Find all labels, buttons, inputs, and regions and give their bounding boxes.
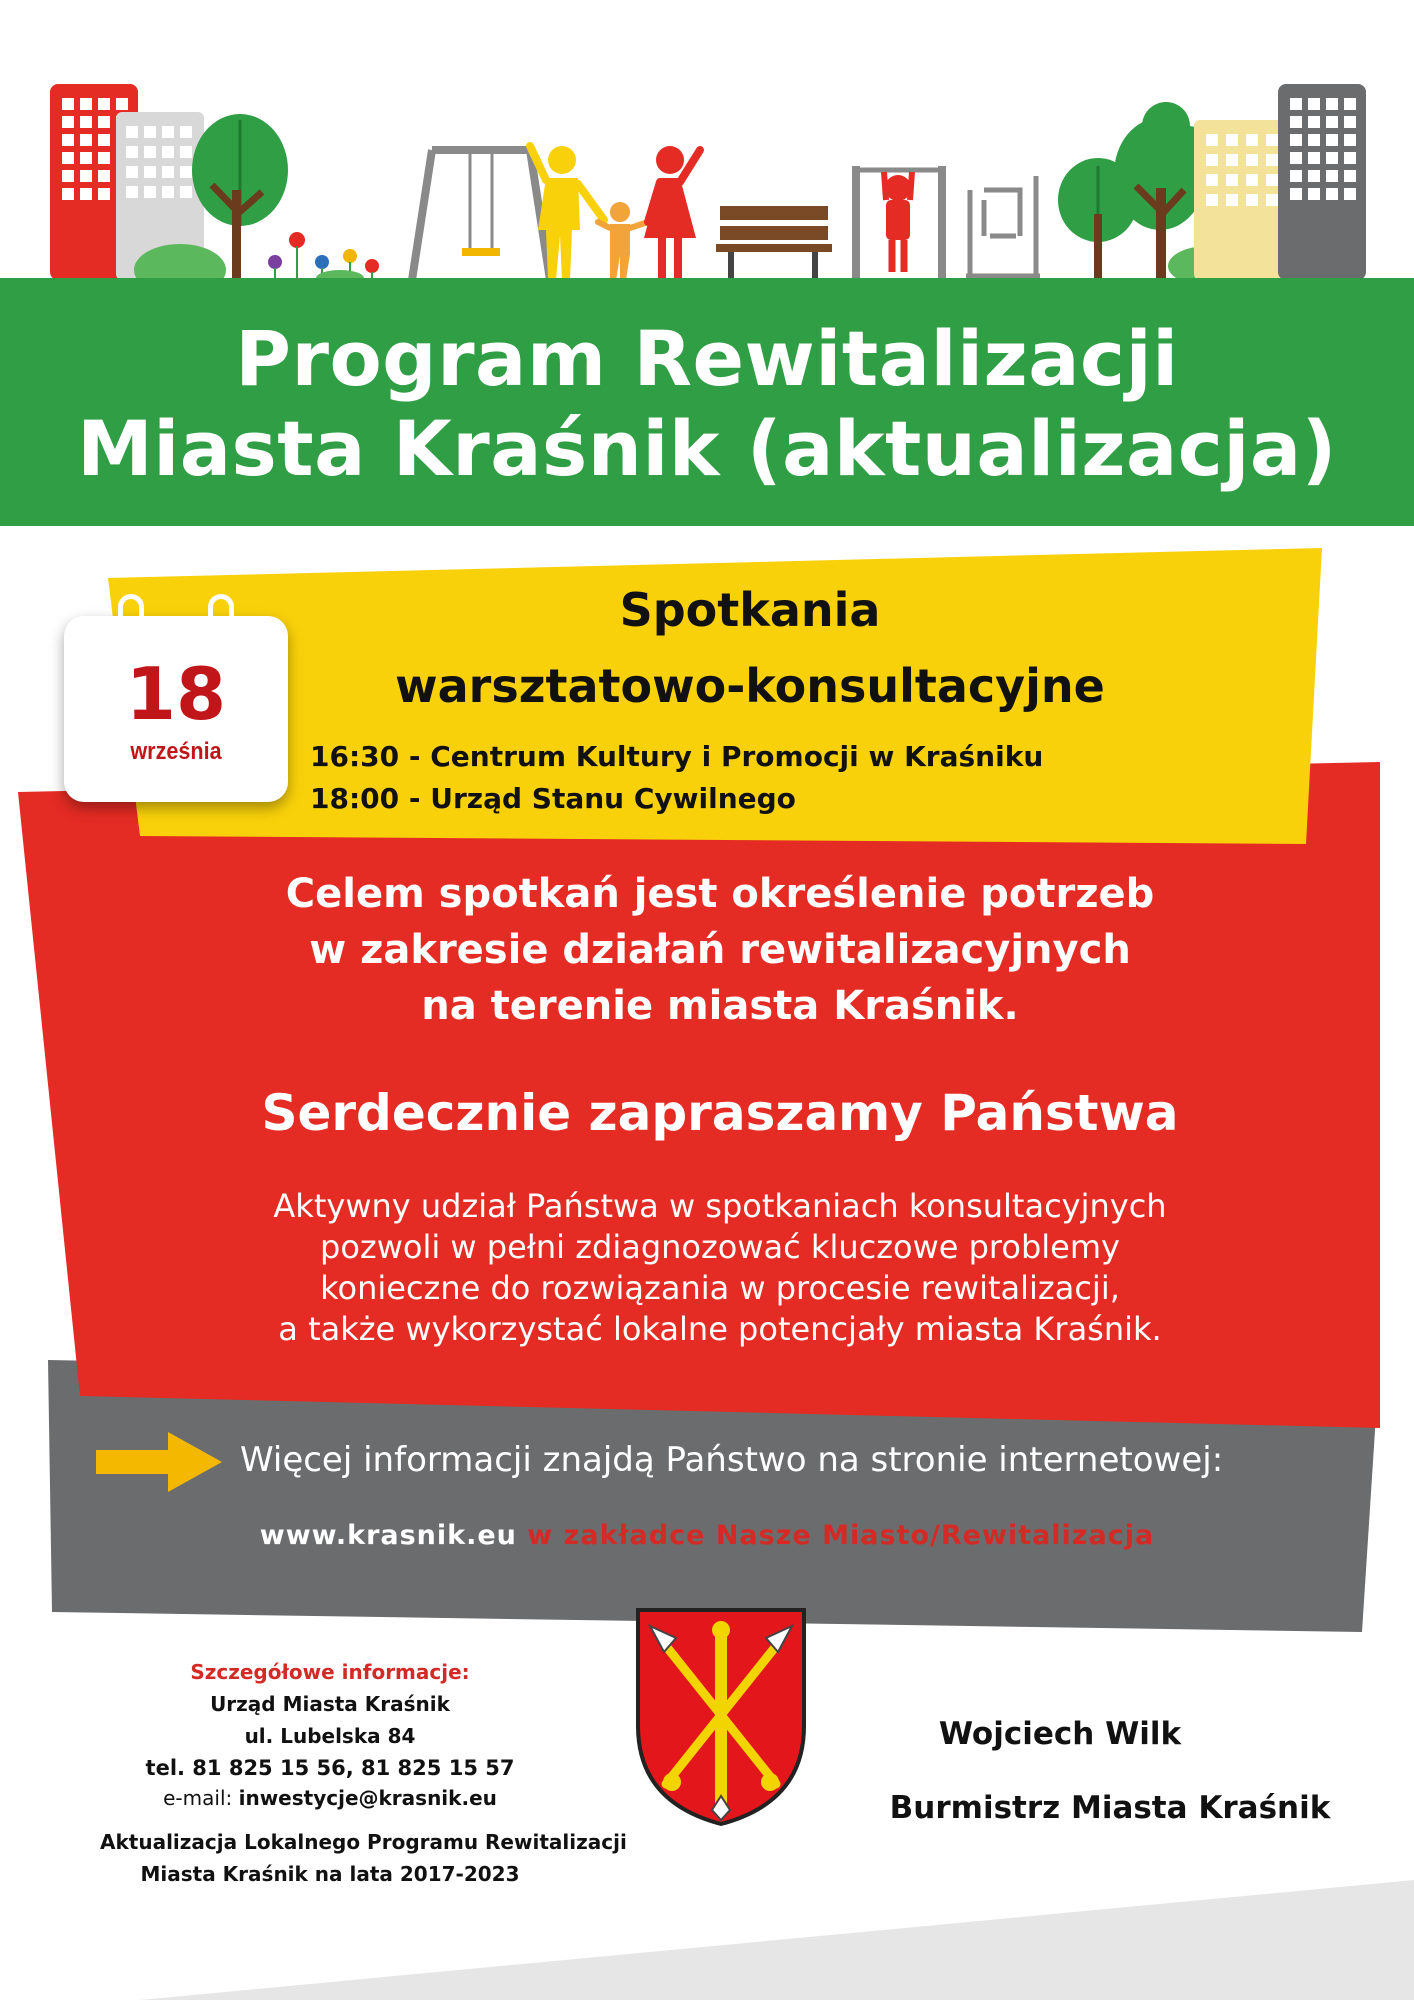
more-info-text: Więcej informacji znajdą Państwo na stronie internetowej: xyxy=(240,1440,1224,1480)
program-line-2: Miasta Kraśnik na lata 2017-2023 xyxy=(140,1862,520,1886)
fitness-equipment xyxy=(966,176,1040,276)
contact-street: ul. Lubelska 84 xyxy=(244,1724,416,1748)
purpose-text xyxy=(150,866,1290,1034)
bench xyxy=(716,206,832,280)
family-figures xyxy=(530,146,700,280)
participation-line: a także wykorzystać lokalne potencjały miasta Kraśnik. xyxy=(278,1310,1162,1348)
city-illustration xyxy=(0,0,1414,282)
purpose-line: na terenie miasta Kraśnik. xyxy=(421,983,1019,1029)
schedule-item: 16:30 - Centrum Kultury i Promocji w Kraśniku xyxy=(310,740,1044,773)
website-line xyxy=(0,1520,1414,1551)
website-section: w zakładce Nasze Miasto/Rewitalizacja xyxy=(516,1520,1155,1551)
participation-line: Aktywny udział Państwa w spotkaniach konsultacyjnych xyxy=(273,1187,1167,1225)
purpose-line: Celem spotkań jest określenie potrzeb xyxy=(285,871,1155,917)
coat-of-arms-icon xyxy=(632,1606,810,1828)
contact-office: Urząd Miasta Kraśnik xyxy=(210,1692,450,1716)
calendar-ring xyxy=(118,594,144,628)
schedule-item: 18:00 - Urząd Stanu Cywilnego xyxy=(310,782,796,815)
calendar-day: 18 xyxy=(125,652,227,736)
title-line-1: Program Rewitalizacji xyxy=(235,314,1179,403)
title-band xyxy=(0,278,1414,526)
bottom-stripe xyxy=(0,1840,1414,2000)
right-buildings xyxy=(1194,84,1366,280)
calendar-month: września xyxy=(130,738,222,765)
meeting-title-line-2: warsztatowo-konsultacyjne xyxy=(395,659,1105,713)
calendar-icon xyxy=(64,616,288,802)
contact-email xyxy=(100,1786,560,1810)
purpose-line: w zakresie działań rewitalizacyjnych xyxy=(309,927,1131,973)
contact-heading: Szczegółowe informacje: xyxy=(190,1660,470,1684)
arrow-right-icon xyxy=(96,1432,226,1492)
contact-phone: tel. 81 825 15 56, 81 825 15 57 xyxy=(145,1756,515,1780)
calendar-ring xyxy=(208,594,234,628)
signature-role: Burmistrz Miasta Kraśnik xyxy=(889,1790,1331,1826)
email-label: e-mail: xyxy=(163,1786,239,1810)
flowers xyxy=(268,232,379,282)
website-link[interactable]: www.krasnik.eu xyxy=(259,1520,517,1551)
program-line-1: Aktualizacja Lokalnego Programu Rewitalizacji xyxy=(100,1830,627,1854)
signature-name: Wojciech Wilk xyxy=(938,1716,1182,1752)
title-line-2: Miasta Kraśnik (aktualizacja) xyxy=(77,404,1337,493)
pullup-bars xyxy=(852,166,946,280)
meeting-title-line-1: Spotkania xyxy=(619,583,881,637)
email-link[interactable]: inwestycje@krasnik.eu xyxy=(238,1786,497,1810)
invitation-heading: Serdecznie zapraszamy Państwa xyxy=(261,1084,1179,1142)
participation-text xyxy=(150,1186,1290,1350)
swing xyxy=(412,150,550,280)
participation-line: konieczne do rozwiązania w procesie rewitalizacji, xyxy=(320,1269,1120,1307)
participation-line: pozwoli w pełni zdiagnozować kluczowe problemy xyxy=(320,1228,1120,1266)
